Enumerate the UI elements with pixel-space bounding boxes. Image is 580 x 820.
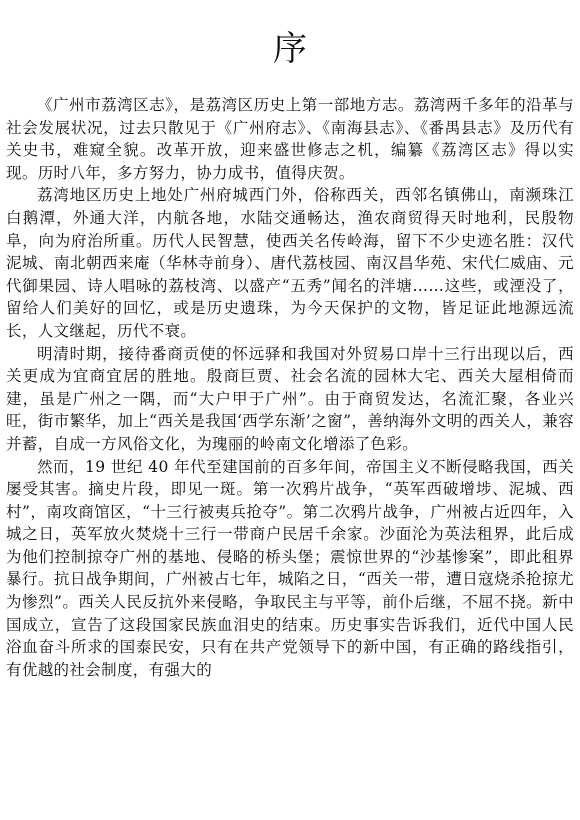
- page-title: 序: [273, 28, 307, 69]
- paragraph-4: 然而，19 世纪 40 年代至建国前的百多年间，帝国主义不断侵略我国，西关屡受其害。摘史片段，即见一斑。第一次鸦片战争，“英军西破增埗、泥城、西村”，南攻商馆区，“十三行被夷兵抢夺”。第二次鸦片战争，广州被占近四年，入城之日，英军放火焚烧十三行一带商户民居千余家。沙面沦为英法租界，此后成为他们控制掠夺广州的基地、侵略的桥头堡；震惊世界的“沙基惨案”，即此租界暴行。抗日战争期间，广州被占七年，城陷之日，“西关一带，遭日寇烧杀抢掠尤为惨烈”。西关人民反抗外来侵略，争取民主与平等，前仆后继，不屈不挠。新中国成立，宣告了这段国家民族血泪史的结束。历史事实告诉我们，近代中国人民浴血奋斗所求的国泰民安，只有在共产党领导下的新中国，有正确的路线指引，有优越的社会制度，有强大的: [6, 457, 574, 679]
- paragraph-2: 荔湾地区历史上地处广州府城西门外，俗称西关，西邻名镇佛山，南濒珠江白鹅潭，外通大洋，内航各地，水陆交通畅达，渔农商贸得天时地利，民殷物阜，向为府治所重。历代人民智慧，使西关名传岭海，留下不少史迹名胜：汉代泥城、南北朝西来庵（华林寺前身）、唐代荔枝园、南汉昌华苑、宋代仁威庙、元代御果园、诗人唱咏的荔枝湾、以盛产“五秀”闻名的泮塘……这些，或湮没了，留给人们美好的回忆，或是历史遗珠，为今天保护的文物，皆足证此地源远流长，人文继起，历代不衰。: [6, 186, 574, 340]
- paragraph-3: 明清时期，接待番商贡使的怀远驿和我国对外贸易口岸十三行出现以后，西关更成为宜商宜居的胜地。殷商巨贾、社会名流的园林大宅、西关大屋相倚而建，虽是广州之一隅，而“大户甲于广州”。由于商贸发达，名流汇聚，各业兴旺，街市繁华，加上“西关是我国‘西学东渐’之窗”，善纳海外文明的西关人，兼容并蓄，自成一方风俗文化，为瑰丽的岭南文化增添了色彩。: [6, 344, 574, 453]
- paragraph-1: 《广州市荔湾区志》，是荔湾区历史上第一部地方志。荔湾两千多年的沿革与社会发展状况，过去只散见于《广州府志》、《南海县志》、《番禺县志》及历代有关史书，难窥全貌。改革开放，迎来盛世修志之机，编纂《荔湾区志》得以实现。历时八年，多方努力，协力成书，值得庆贺。: [6, 96, 574, 182]
- preface-body: [6, 94, 574, 681]
